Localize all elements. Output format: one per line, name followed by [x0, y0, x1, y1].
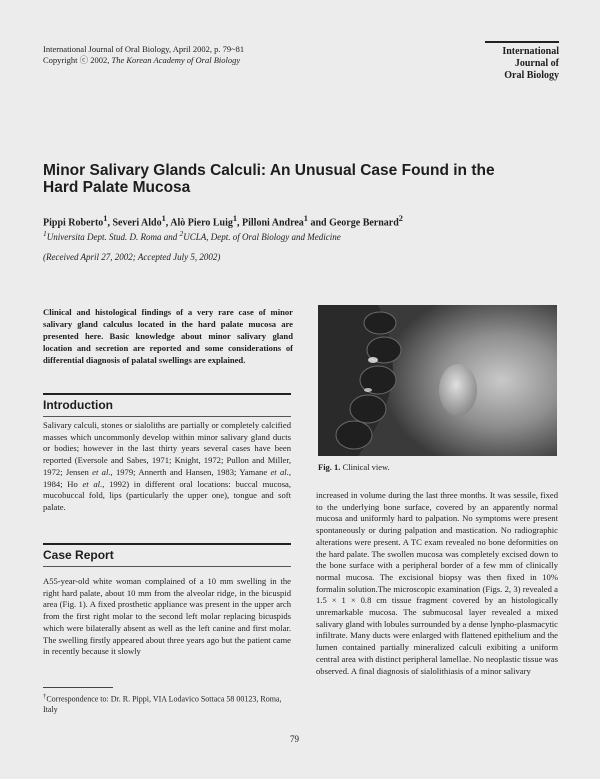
section-bottom-rule: [43, 416, 291, 417]
section-bottom-rule: [43, 566, 291, 567]
author-name: Pilloni Andrea: [242, 217, 304, 229]
case-report-section-heading: [43, 543, 291, 567]
copyright-line: Copyright ⓒ 2002, The Korean Academy of Oral Biology: [43, 55, 241, 65]
journal-name-line2: Journal of: [514, 58, 559, 69]
page-number: 79: [290, 734, 299, 744]
article-title: Minor Salivary Glands Calculi: An Unusual Case Found in the Hard Palate Mucosa: [43, 162, 495, 196]
abstract: Clinical and histological findings of a very rare case of minor salivary gland calculus located in the hard palate mucosa are presented here. Basic knowledge about minor salivary gland location and secretion are reported and some considerations of differential diagnosis of palatal swellings are explained.: [43, 307, 293, 365]
author-name: Alò Piero Luig: [170, 217, 233, 229]
citation-line: International Journal of Oral Biology, April 2002, p. 79~81: [43, 44, 245, 54]
clinical-photo: [318, 305, 557, 456]
section-title: Case Report: [43, 548, 114, 562]
palatal-swelling: [439, 364, 477, 416]
case-report-continued: increased in volume during the last three months. It was sessile, fixed to the underlying bone surface, covered by an apparently normal mucosa and uniformly hard to palpation. No symptoms were present spontaneously or during palpation and mastication. No radiographic alterations were present. A TC exam revealed no bone deformities on the hard palate. The swollen mucosa was completely excised down to the bone surface with a peripheral border of a few mm of clinically normal mucosa. The excisional biopsy was then fixed in 10% formalin solution.The microscopic examination (Figs. 2, 3) revealed a 1.5 × 1 × 0.8 cm tissue fragment covered by an histologically unremarkable mucosa. The submucosal layer revealed a mixed salivary gland with lobules surrounded by a dense lynpho-plasmacytic infiltrate. Many ducts were enlarged with flattened epithelium and the lumen contained partially mineralized calculi exibiting a uniform central area with distinct peripheral lamellae. No neoplastic tissue was observed. A final diagnosis of sialolithiasis of a minor salivary: [316, 490, 559, 676]
section-title: Introduction: [43, 398, 113, 412]
section-top-rule: [43, 543, 291, 545]
journal-name-box: [485, 41, 559, 82]
received-dates: (Received April 27, 2002; Accepted July 5, 2002): [43, 252, 221, 262]
section-top-rule: [43, 393, 291, 395]
journal-name-line1: International: [502, 46, 559, 57]
journal-name-line3: Oral Biology: [504, 70, 559, 81]
figure-caption: Fig. 1. Clinical view.: [318, 462, 390, 472]
correspondence-footnote: †Correspondence to: Dr. R. Pippi, VIA Lodavico Sottaca 58 00123, Roma, Italy: [43, 693, 282, 715]
introduction-section-heading: [43, 393, 291, 417]
author-name: Severi Aldo: [112, 217, 162, 229]
clinical-photo-figure: [318, 305, 557, 456]
footnote-rule: [43, 687, 113, 688]
author-name: George Bernard: [329, 217, 399, 229]
running-header: [43, 44, 343, 66]
copyright-symbol: ⓒ: [79, 55, 89, 65]
author-affiliation: $^1$Universita Dept. Stud. D. Roma and $^2$UCLA, Dept. of Oral Biology and Medicine: [43, 229, 341, 242]
author-list: Pippi Roberto$^1$, Severi Aldo$^1$, Alò Piero Luig$^1$, Pilloni Andrea$^1$ and George Bernard$^2$: [43, 214, 403, 229]
author-name: Pippi Roberto: [43, 217, 104, 229]
copyright-holder: The Korean Academy of Oral Biology: [111, 55, 241, 65]
journal-rule: [485, 41, 559, 43]
case-report-paragraph: A55-year-old white woman complained of a 10 mm swelling in the right hard palate, about 10 mm from the alveolar ridge, in the bicuspid area (Fig. 1). A fixed prosthetic appliance was present in the upper arch from the first right molar to the second left molar replacing bicuspids which were bilaterally absent as well as the left canine and first molar. The swelling firstly appeared about three years ago but the patient came in recently because it slowly: [43, 576, 291, 657]
introduction-paragraph: Salivary calculi, stones or sialoliths are partially or completely calcified masses which uncommonly develop within minor salivary gland ducts or bodies; however in the last thirty years several cases have been reported (Eversole and Sabes, 1971; Knight, 1972; Pullon and Miller, 1972; Jensen et al., 1979; Annerth and Hansen, 1983; Yamane et al., 1984; Ho et al., 1992) in different oral locations: buccal mucosa, mucobuccal fold, lips (particularly the upper one), tongue and soft palate.: [43, 420, 292, 512]
